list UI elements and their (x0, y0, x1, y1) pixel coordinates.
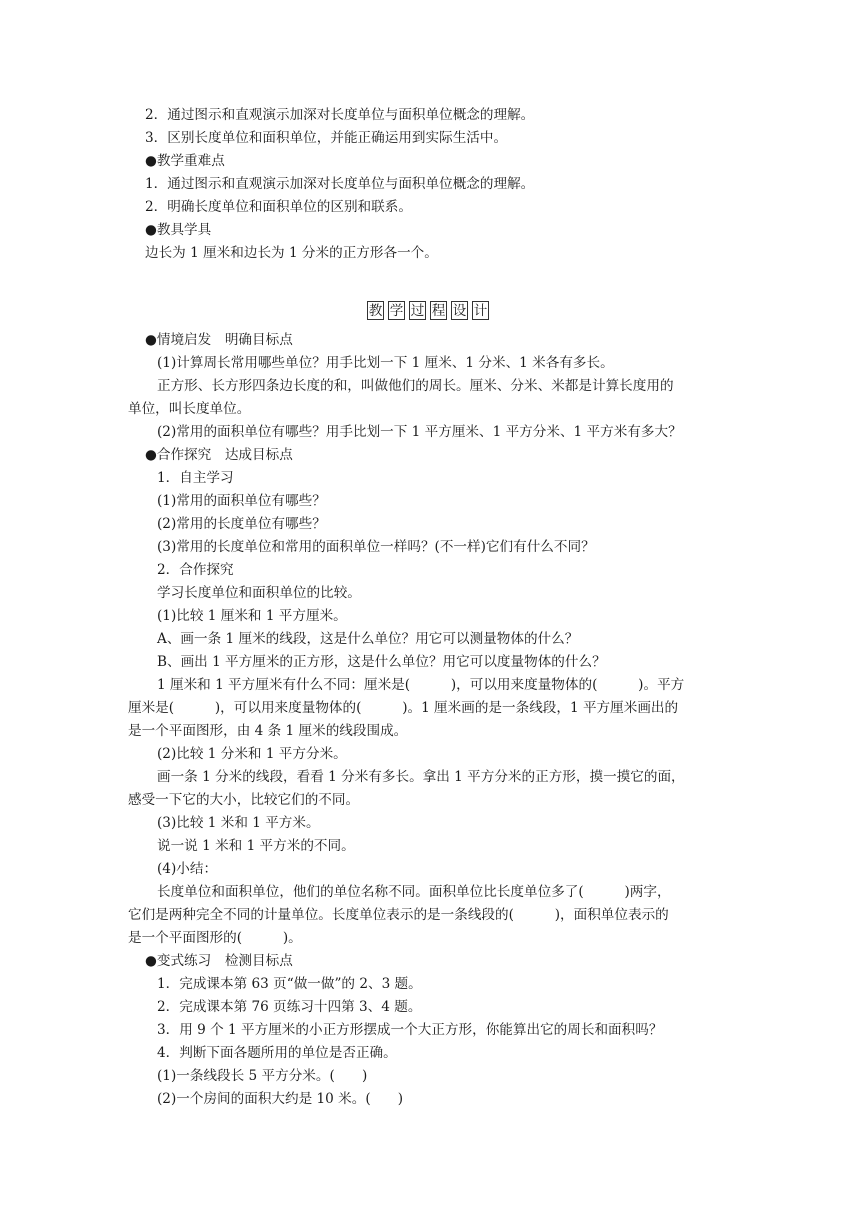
title-char: 学 (389, 302, 404, 319)
paragraph-line: 厘米是( )，可以用来度量物体的( )。1 厘米画的是一条线段，1 平方厘米画出的 (128, 700, 679, 716)
paragraph-line: 长度单位和面积单位，他们的单位名称不同。面积单位比长度单位多了( )两字， (157, 884, 671, 900)
paragraph-line: 4．判断下面各题所用的单位是否正确。 (157, 1045, 397, 1061)
paragraph-line: (1)比较 1 厘米和 1 平方厘米。 (157, 608, 347, 624)
paragraph-line: 是一个平面图形的( )。 (128, 930, 302, 946)
difficulty-2: 2．明确长度单位和面积单位的区别和联系。 (145, 199, 412, 215)
paragraph-line: (3)比较 1 米和 1 平方米。 (157, 815, 320, 831)
paragraph-line: 学习长度单位和面积单位的比较。 (157, 585, 361, 601)
paragraph-line: (2)一个房间的面积大约是 10 米。( ) (157, 1091, 404, 1107)
paragraph-line: 说一说 1 米和 1 平方米的不同。 (157, 838, 355, 854)
paragraph-line: 1．自主学习 (157, 470, 234, 486)
paragraph-line: (4)小结： (157, 861, 218, 877)
section-title (0, 297, 860, 323)
teaching-aids-text: 边长为 1 厘米和边长为 1 分米的正方形各一个。 (145, 245, 438, 261)
paragraph-line: (2)常用的面积单位有哪些？用手比划一下 1 平方厘米、1 平方分米、1 平方米有多大？ (157, 424, 682, 440)
title-char: 计 (473, 302, 488, 319)
paragraph-line: 1．完成课本第 63 页“做一做”的 2、3 题。 (157, 976, 422, 992)
paragraph-line: 1 厘米和 1 平方厘米有什么不同：厘米是( )，可以用来度量物体的( )。平方 (157, 677, 685, 693)
title-char: 教 (368, 302, 383, 319)
objective-3: 3．区别长度单位和面积单位，并能正确运用到实际生活中。 (145, 130, 508, 146)
heading-situation: ●情境启发 明确目标点 (145, 332, 293, 348)
heading-practice: ●变式练习 检测目标点 (145, 953, 293, 969)
objective-2: 2．通过图示和直观演示加深对长度单位与面积单位概念的理解。 (145, 107, 535, 123)
paragraph-line: 正方形、长方形四条边长度的和，叫做他们的周长。厘米、分米、米都是计算长度用的 (157, 378, 674, 394)
difficulty-1: 1．通过图示和直观演示加深对长度单位与面积单位概念的理解。 (145, 176, 535, 192)
heading-key-difficulties: ●教学重难点 (145, 153, 225, 169)
paragraph-line: 画一条 1 分米的线段，看看 1 分米有多长。拿出 1 平方分米的正方形，摸一摸它的面， (157, 769, 685, 785)
paragraph-line: (1)计算周长常用哪些单位？用手比划一下 1 厘米、1 分米、1 米各有多长。 (157, 355, 614, 371)
paragraph-line: (1)常用的面积单位有哪些？ (157, 493, 326, 509)
paragraph-line: (2)常用的长度单位有哪些？ (157, 516, 326, 532)
paragraph-line: 2．合作探究 (157, 562, 234, 578)
title-char: 过 (410, 302, 425, 319)
paragraph-line: A、画一条 1 厘米的线段，这是什么单位？用它可以测量物体的什么？ (157, 631, 579, 647)
paragraph-line: 2．完成课本第 76 页练习十四第 3、4 题。 (157, 999, 422, 1015)
paragraph-line: B、画出 1 平方厘米的正方形，这是什么单位？用它可以度量物体的什么？ (157, 654, 606, 670)
paragraph-line: 感受一下它的大小，比较它们的不同。 (128, 792, 360, 808)
paragraph-line: 3．用 9 个 1 平方厘米的小正方形摆成一个大正方形，你能算出它的周长和面积吗？ (157, 1022, 663, 1038)
title-char: 程 (431, 302, 446, 319)
paragraph-line: (2)比较 1 分米和 1 平方分米。 (157, 746, 347, 762)
paragraph-line: 单位，叫长度单位。 (128, 401, 251, 417)
heading-cooperation: ●合作探究 达成目标点 (145, 447, 293, 463)
paragraph-line: (1)一条线段长 5 平方分米。( ) (157, 1068, 368, 1084)
paragraph-line: 是一个平面图形，由 4 条 1 厘米的线段围成。 (128, 723, 408, 739)
paragraph-line: 它们是两种完全不同的计量单位。长度单位表示的是一条线段的( )，面积单位表示的 (128, 907, 669, 923)
heading-teaching-aids: ●教具学具 (145, 222, 212, 238)
paragraph-line: (3)常用的长度单位和常用的面积单位一样吗？(不一样)它们有什么不同？ (157, 539, 595, 555)
title-char: 设 (452, 302, 467, 319)
